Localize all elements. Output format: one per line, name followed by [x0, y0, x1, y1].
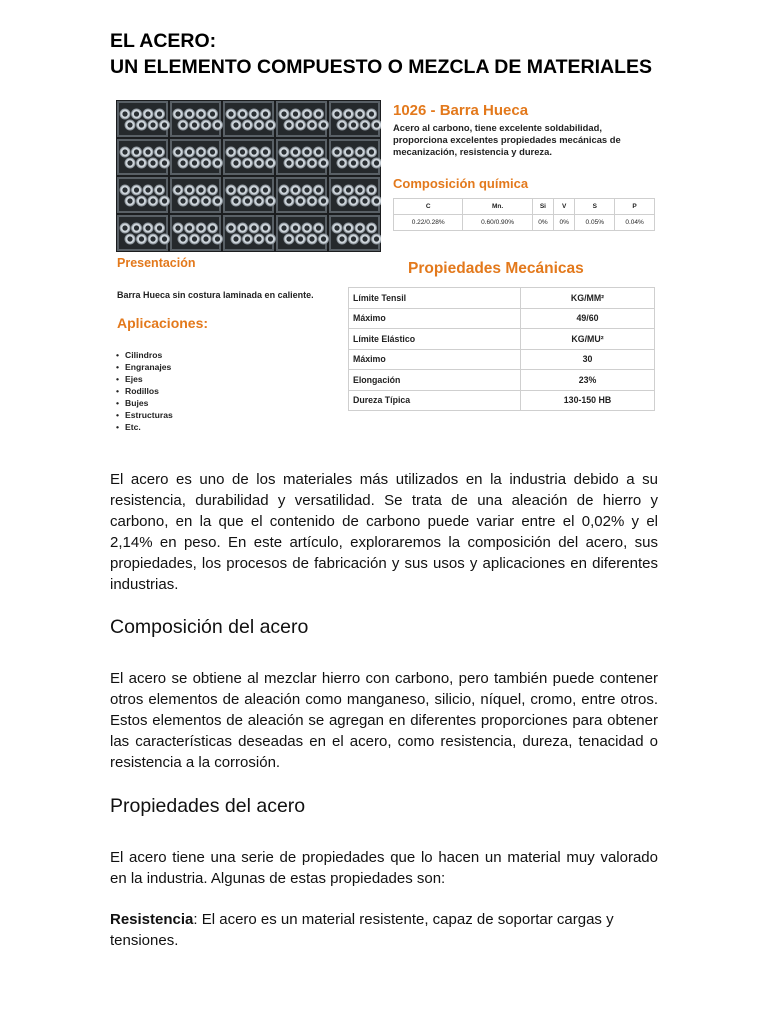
tube-hole: [122, 225, 127, 230]
tube-hole: [203, 198, 208, 203]
tube-hole: [369, 111, 374, 116]
property-value: 49/60: [521, 308, 655, 329]
property-label: Máximo: [349, 349, 521, 370]
tube-hole: [309, 160, 314, 165]
composition-title: Composición química: [393, 176, 529, 191]
resistance-term: Resistencia: [110, 911, 194, 928]
tube-hole: [134, 187, 139, 192]
tube-hole: [192, 198, 197, 203]
tube-hole: [192, 160, 197, 165]
tube-hole: [281, 149, 286, 154]
tube-hole: [256, 198, 261, 203]
tube-hole: [334, 187, 339, 192]
tube-hole: [286, 160, 291, 165]
tube-hole: [127, 122, 132, 127]
tube-hole: [268, 236, 273, 241]
tube-hole: [245, 122, 250, 127]
resistance-item: [110, 909, 658, 951]
tube-hole: [157, 111, 162, 116]
section-heading-properties: Propiedades del acero: [110, 795, 306, 817]
composition-value-cell: 0.22/0.28%: [394, 215, 463, 231]
tube-hole: [339, 160, 344, 165]
tube-hole: [321, 198, 326, 203]
tube-hole: [351, 122, 356, 127]
tube-hole: [316, 149, 321, 154]
tube-hole: [256, 122, 261, 127]
tube-hole: [210, 225, 215, 230]
presentation-title: Presentación: [117, 256, 196, 270]
tube-hole: [228, 187, 233, 192]
property-label: Límite Tensil: [349, 288, 521, 309]
tube-hole: [334, 111, 339, 116]
tube-hole: [233, 236, 238, 241]
tube-hole: [157, 149, 162, 154]
steel-tubes-illustration: [116, 100, 381, 252]
product-description: Acero al carbono, tiene excelente soldabilidad, proporciona excelentes propiedades mecánicas de mecanización, resistencia y dureza.: [393, 122, 621, 157]
list-item: • Bujes: [116, 397, 173, 409]
tube-hole: [233, 160, 238, 165]
tube-hole: [293, 149, 298, 154]
resistance-text: : El acero es un material resistente, capaz de soportar cargas y tensiones.: [110, 911, 614, 949]
tube-hole: [240, 225, 245, 230]
property-value: 130-150 HB: [521, 390, 655, 411]
tube-hole: [134, 225, 139, 230]
tube-hole: [127, 160, 132, 165]
tube-hole: [187, 149, 192, 154]
tube-hole: [192, 236, 197, 241]
tube-hole: [316, 111, 321, 116]
tube-hole: [369, 187, 374, 192]
applications-list: [116, 349, 173, 433]
tube-hole: [139, 198, 144, 203]
tube-hole: [240, 187, 245, 192]
tube-hole: [162, 198, 167, 203]
tube-hole: [309, 236, 314, 241]
tube-hole: [304, 149, 309, 154]
tube-hole: [180, 236, 185, 241]
tube-hole: [362, 160, 367, 165]
tube-hole: [369, 149, 374, 154]
tube-hole: [268, 198, 273, 203]
tube-hole: [316, 225, 321, 230]
tube-hole: [180, 198, 185, 203]
tube-hole: [268, 160, 273, 165]
table-row: [349, 370, 655, 391]
tube-hole: [369, 225, 374, 230]
composition-value-cell: 0.05%: [575, 215, 615, 231]
tube-hole: [175, 225, 180, 230]
list-item: • Engranajes: [116, 361, 173, 373]
tube-hole: [263, 149, 268, 154]
composition-header-cell: V: [554, 199, 575, 215]
tube-hole: [175, 187, 180, 192]
composition-header-cell: P: [615, 199, 655, 215]
tube-hole: [150, 160, 155, 165]
tube-hole: [351, 160, 356, 165]
tube-hole: [304, 111, 309, 116]
tube-hole: [316, 187, 321, 192]
tube-hole: [357, 225, 362, 230]
tube-hole: [281, 225, 286, 230]
tube-hole: [175, 149, 180, 154]
tube-hole: [263, 187, 268, 192]
tube-hole: [351, 236, 356, 241]
tube-hole: [203, 122, 208, 127]
composition-value-cell: 0%: [532, 215, 553, 231]
property-value: 30: [521, 349, 655, 370]
tube-hole: [187, 225, 192, 230]
tube-hole: [298, 198, 303, 203]
title-line-1: EL ACERO:: [110, 30, 217, 52]
tube-hole: [293, 111, 298, 116]
tube-hole: [304, 225, 309, 230]
tube-hole: [139, 236, 144, 241]
tube-hole: [362, 198, 367, 203]
tube-hole: [139, 122, 144, 127]
property-label: Dureza Típica: [349, 390, 521, 411]
composition-header-cell: C: [394, 199, 463, 215]
table-row: [349, 288, 655, 309]
tube-hole: [293, 187, 298, 192]
tube-hole: [215, 160, 220, 165]
tube-hole: [346, 149, 351, 154]
list-item: • Cilindros: [116, 349, 173, 361]
tube-hole: [245, 236, 250, 241]
composition-table: [393, 198, 655, 231]
tube-hole: [157, 187, 162, 192]
tube-hole: [145, 111, 150, 116]
tube-hole: [127, 236, 132, 241]
table-row: [349, 349, 655, 370]
tube-hole: [139, 160, 144, 165]
composition-paragraph: El acero se obtiene al mezclar hierro con carbono, pero también puede contener otros elementos de aleación como manganeso, silicio, níquel, cromo, entre otros. Estos elementos de aleación se agregan en diferentes proporciones para obtener las características deseadas en el acero, como resistencia, dureza, tenacidad o resistencia a la corrosión.: [110, 670, 658, 771]
tube-hole: [256, 236, 261, 241]
tube-hole: [304, 187, 309, 192]
tube-hole: [339, 198, 344, 203]
composition-header-cell: S: [575, 199, 615, 215]
composition-value-row: [394, 215, 655, 231]
product-title: 1026 - Barra Hueca: [393, 102, 529, 119]
tube-hole: [374, 236, 379, 241]
intro-paragraph: El acero es uno de los materiales más utilizados en la industria debido a su resistencia, durabilidad y versatilidad. Se trata de una aleación de hierro y carbono, en la que el contenido de carbono puede variar entre el 0,02% y el 2,14% en peso. En este artículo, exploraremos la composición del acero, sus propiedades, los procesos de fabricación y sus usos y aplicaciones en diferentes industrias.: [110, 471, 658, 593]
tube-hole: [245, 198, 250, 203]
tube-hole: [203, 160, 208, 165]
tube-hole: [145, 187, 150, 192]
tube-hole: [346, 225, 351, 230]
tube-hole: [293, 225, 298, 230]
tube-hole: [321, 160, 326, 165]
presentation-text: Barra Hueca sin costura laminada en caliente.: [117, 290, 314, 300]
applications-title: Aplicaciones:: [117, 315, 209, 331]
tube-hole: [210, 111, 215, 116]
tube-hole: [233, 198, 238, 203]
tube-hole: [298, 122, 303, 127]
tube-hole: [127, 198, 132, 203]
tube-hole: [286, 122, 291, 127]
tube-hole: [122, 149, 127, 154]
tube-hole: [150, 236, 155, 241]
tube-hole: [339, 122, 344, 127]
property-label: Límite Elástico: [349, 329, 521, 350]
property-label: Máximo: [349, 308, 521, 329]
tube-hole: [346, 187, 351, 192]
property-label: Elongación: [349, 370, 521, 391]
tube-hole: [263, 225, 268, 230]
tube-hole: [134, 149, 139, 154]
tube-hole: [233, 122, 238, 127]
tube-hole: [175, 111, 180, 116]
tube-hole: [321, 236, 326, 241]
tube-hole: [192, 122, 197, 127]
composition-header-cell: Mn.: [463, 199, 532, 215]
composition-value-cell: 0%: [554, 215, 575, 231]
composition-value-cell: 0.60/0.90%: [463, 215, 532, 231]
tube-hole: [351, 198, 356, 203]
tube-hole: [251, 111, 256, 116]
tube-hole: [339, 236, 344, 241]
tube-hole: [187, 111, 192, 116]
tube-hole: [162, 160, 167, 165]
tube-hole: [198, 225, 203, 230]
tube-hole: [145, 225, 150, 230]
tube-hole: [374, 122, 379, 127]
tube-hole: [286, 236, 291, 241]
mechanical-properties-table: [348, 287, 655, 411]
tube-hole: [309, 122, 314, 127]
composition-header-cell: Si: [532, 199, 553, 215]
tube-hole: [281, 187, 286, 192]
section-heading-composition: Composición del acero: [110, 616, 309, 638]
composition-value-cell: 0.04%: [615, 215, 655, 231]
tube-hole: [150, 122, 155, 127]
tube-hole: [240, 111, 245, 116]
tube-hole: [346, 111, 351, 116]
list-item: • Etc.: [116, 421, 173, 433]
tube-hole: [180, 160, 185, 165]
tube-hole: [198, 149, 203, 154]
tube-hole: [150, 198, 155, 203]
tube-hole: [256, 160, 261, 165]
tube-hole: [240, 149, 245, 154]
tube-hole: [198, 187, 203, 192]
tube-hole: [334, 225, 339, 230]
tube-hole: [228, 149, 233, 154]
tube-hole: [263, 111, 268, 116]
tube-hole: [298, 236, 303, 241]
tube-hole: [215, 198, 220, 203]
tube-hole: [268, 122, 273, 127]
composition-header-row: [394, 199, 655, 215]
tube-hole: [251, 187, 256, 192]
tube-hole: [145, 149, 150, 154]
list-item: • Rodillos: [116, 385, 173, 397]
tube-hole: [228, 111, 233, 116]
tube-hole: [245, 160, 250, 165]
tube-hole: [251, 225, 256, 230]
tube-hole: [187, 187, 192, 192]
property-value: 23%: [521, 370, 655, 391]
tube-hole: [134, 111, 139, 116]
tube-hole: [309, 198, 314, 203]
table-row: [349, 390, 655, 411]
tube-hole: [298, 160, 303, 165]
tube-hole: [281, 111, 286, 116]
table-row: [349, 308, 655, 329]
tube-hole: [215, 122, 220, 127]
tube-hole: [215, 236, 220, 241]
tube-hole: [198, 111, 203, 116]
tube-hole: [162, 122, 167, 127]
steel-tubes-photo: [116, 100, 381, 252]
document-title: [110, 28, 710, 80]
tube-hole: [334, 149, 339, 154]
title-line-2: UN ELEMENTO COMPUESTO O MEZCLA DE MATERIALES: [110, 56, 653, 78]
tube-hole: [180, 122, 185, 127]
product-sheet-figure: [116, 100, 660, 442]
property-value: KG/MM²: [521, 288, 655, 309]
tube-hole: [228, 225, 233, 230]
tube-hole: [203, 236, 208, 241]
tube-hole: [210, 149, 215, 154]
tube-hole: [374, 198, 379, 203]
properties-paragraph: El acero tiene una serie de propiedades que lo hacen un material muy valorado en la industria. Algunas de estas propiedades son:: [110, 849, 658, 887]
tube-hole: [321, 122, 326, 127]
tube-hole: [251, 149, 256, 154]
tube-hole: [210, 187, 215, 192]
list-item: • Estructuras: [116, 409, 173, 421]
tube-hole: [362, 236, 367, 241]
mechanical-properties-title: Propiedades Mecánicas: [408, 260, 584, 277]
tube-hole: [157, 225, 162, 230]
tube-hole: [122, 187, 127, 192]
tube-hole: [286, 198, 291, 203]
tube-hole: [362, 122, 367, 127]
tube-hole: [162, 236, 167, 241]
tube-hole: [357, 111, 362, 116]
property-value: KG/MU²: [521, 329, 655, 350]
table-row: [349, 329, 655, 350]
tube-hole: [357, 187, 362, 192]
tube-hole: [122, 111, 127, 116]
tube-hole: [357, 149, 362, 154]
tube-hole: [374, 160, 379, 165]
list-item: • Ejes: [116, 373, 173, 385]
